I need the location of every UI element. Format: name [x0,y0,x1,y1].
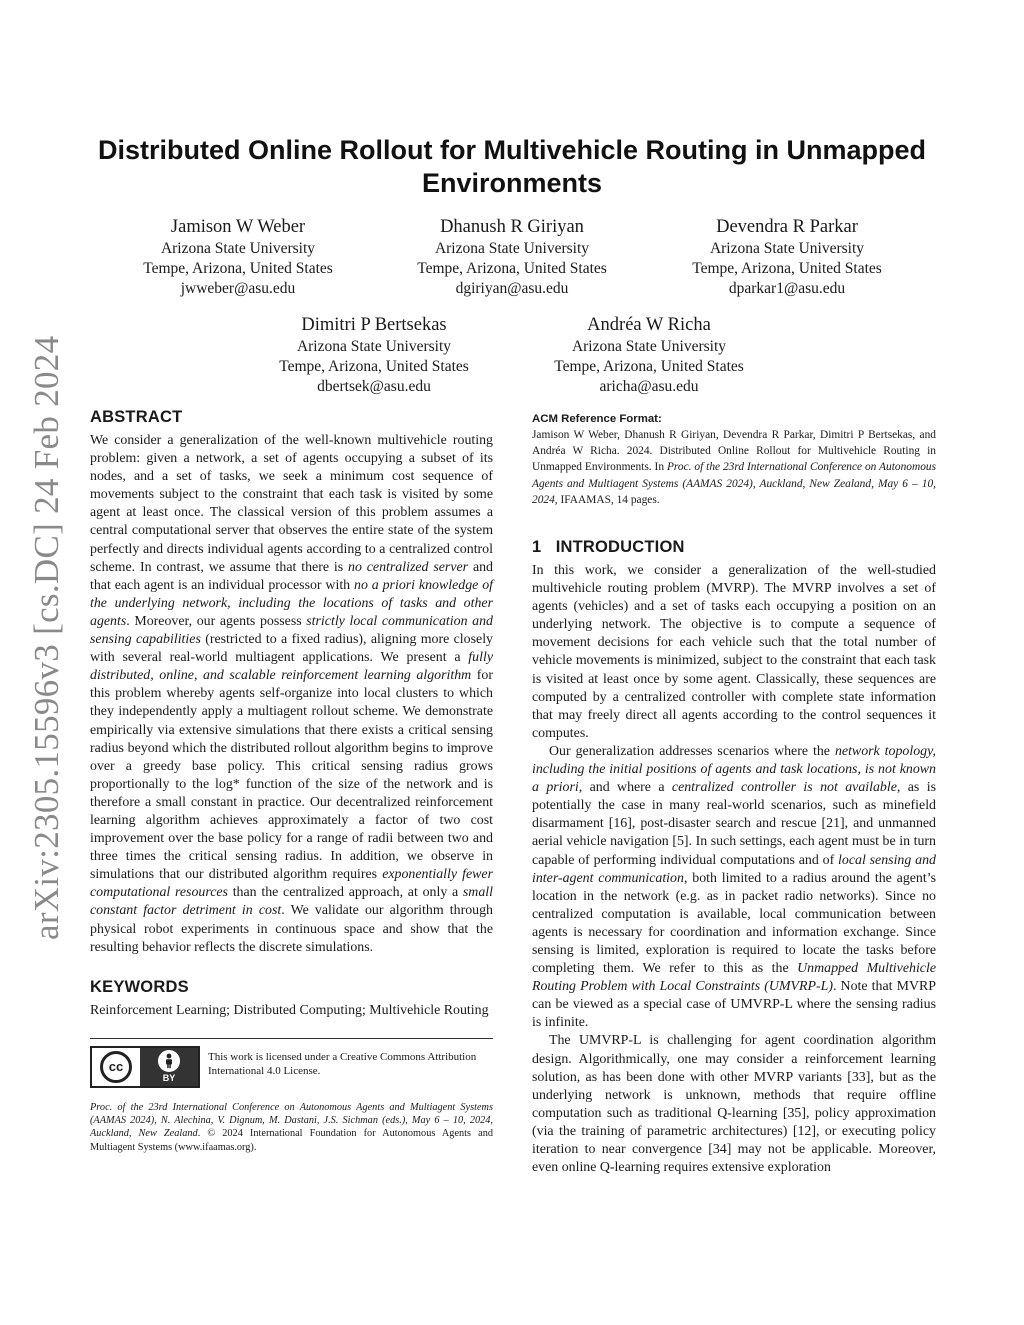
author-name: Dimitri P Bertsekas [301,315,447,335]
intro-paragraph: In this work, we consider a generalization of the well-studied multivehicle routing problem (MVRP). The MVRP involves a set of agents (vehicles) and a set of tasks each occupying a position on an underlying network. The objective is to compute a sequence of movement decisions for each vehicle such that the total number of vehicle movements is minimized, subject to the constraint that each task is visited at least once by some agent. Classically, these sequences are computed by a centralized controller with complete state information that may freely direct all agents according to the control sequences it computes. [532,563,936,741]
author-affiliation: Arizona State University [296,338,452,355]
keywords-text: Reinforcement Learning; Distributed Computing; Multivehicle Routing [90,1002,489,1018]
author-location: Tempe, Arizona, United States [279,358,469,375]
author-email: jwweber@asu.edu [180,280,296,297]
author-block [659,215,915,299]
author-affiliation: Arizona State University [160,240,316,257]
author-location: Tempe, Arizona, United States [417,260,607,277]
author-email: dgiriyan@asu.edu [455,280,569,297]
right-column [532,411,936,1177]
author-block [246,313,502,397]
author-affiliation: Arizona State University [709,240,865,257]
author-affiliation: Arizona State University [571,338,727,355]
keywords-section [90,976,493,1020]
author-name: Dhanush R Giriyan [440,217,584,237]
author-location: Tempe, Arizona, United States [143,260,333,277]
introduction-heading: 1 INTRODUCTION [532,538,685,557]
acm-reference-text: Jamison W Weber, Dhanush R Giriyan, Devendra R Parkar, Dimitri P Bertsekas, and Andréa W Richa. 2024. Distributed Online Rollout for Multivehicle Routing in Unmapped Environments. In Proc. of the 23rd International Conference on Autonomous Agents and Multiagent Systems (AAMAS 2024), Auckland, New Zealand, May 6 – 10, 2024, IFAAMAS, 14 pages. [532,429,937,506]
author-location: Tempe, Arizona, United States [692,260,882,277]
author-email: dbertsek@asu.edu [317,378,431,395]
acm-reference-heading: ACM Reference Format: [532,413,662,425]
cc-icon: cc [100,1051,132,1083]
author-name: Andréa W Richa [587,315,711,335]
paper-title: Distributed Online Rollout for Multivehicle Routing in Unmapped Environments [98,135,926,198]
author-email: aricha@asu.edu [599,378,699,395]
author-block [110,215,366,299]
author-block [521,313,777,397]
attribution-person-icon [158,1050,180,1072]
author-name: Jamison W Weber [170,217,306,237]
license-text: This work is licensed under a Creative Commons Attribution International 4.0 License. [208,1050,477,1077]
license-block [90,1038,493,1088]
author-name: Devendra R Parkar [716,217,858,237]
author-location: Tempe, Arizona, United States [554,358,744,375]
arxiv-identifier: arXiv:2305.15596v3 [cs.DC] 24 Feb 2024 [27,335,66,940]
intro-paragraph: The UMVRP-L is challenging for agent coordination algorithm design. Algorithmically, one may consider a reinforcement learning solution, as has been done with other MVRP variants [33], but as the underlying network is unknown, methods that require offline computation such as traditional Q-learning [35], policy approximation (via the training of parametric architectures) [12], or executing policy iteration to near convergence [34] may not be applicable. Moreover, even online Q-learning requires extensive exploration [532,1033,936,1176]
author-affiliation: Arizona State University [434,240,590,257]
acm-reference [532,411,936,508]
cc-by-badge[interactable] [90,1046,200,1088]
author-email: dparkar1@asu.edu [728,280,846,297]
introduction-section [532,536,936,1177]
intro-paragraph: Our generalization addresses scenarios where the network topology, including the initial positions of agents and task locations, is not known a priori, and where a centralized controller is not available, as is potentially the case in many real-world scenarios, such as minefield disarmament [16], post-disaster search and rescue [21], and unmanned aerial vehicle navigation [5]. In such settings, each agent must be in turn capable of performing individual computations and of local sensing and inter-agent communication, both limited to a radius around the agent’s location in the network (e.g. as in packet radio networks). Since no centralized computation is available, local communication between agents is necessary for coordination and information exchange. Since sensing is limited, exploration is required to locate the tasks before completing them. We refer to this as the Unmapped Multivehicle Routing Problem with Local Constraints (UMVRP-L). Note that MVRP can be viewed as a special case of UMVRP-L where the sensing radius is infinite. [532,743,937,1031]
proceedings-note: Proc. of the 23rd International Conference on Autonomous Agents and Multiagent Systems (AAMAS 2024), N. Alechina, V. Dignum, M. Dastani, J.S. Sichman (eds.), May 6 – 10, 2024, Auckland, New Zealand. © 2024 International Foundation for Autonomous Agents and Multiagent Systems (www.ifaamas.org). [90,1101,493,1153]
by-label: BY [162,1073,176,1084]
abstract-text: We consider a generalization of the well-known multivehicle routing problem: given a network, a set of agents occupying a subset of its nodes, and a set of tasks, we seek a minimum cost sequence of movements subject to the constraint that each task is visited by some agent at least once. The classical version of this problem assumes a central computational server that observes the entire state of the system perfectly and directs individual agents according to a centralized control scheme. In contrast, we assume that there is no centralized server and that each agent is an individual processor with no a priori knowledge of the underlying network, including the locations of tasks and other agents. Moreover, our agents possess strictly local communication and sensing capabilities (restricted to a fixed radius), aligning more closely with several real-world multiagent applications. We present a fully distributed, online, and scalable reinforcement learning algorithm for this problem whereby agents self-organize into local clusters to which they independently apply a multiagent rollout scheme. We demonstrate empirically via extensive simulations that there exists a critical sensing radius beyond which the distributed rollout algorithm begins to improve over a greedy base policy. This critical sensing radius grows proportionally to the log* function of the size of the network and is therefore a small constant in practice. Our decentralized reinforcement learning algorithm achieves approximately a factor of two cost improvement over the base policy for a range of radii between two and three times the critical sensing radius. In addition, we observe in simulations that our distributed algorithm requires exponentially fewer computational resources than the centralized approach, at only a small constant factor detriment in cost. We validate our algorithm through physical robot experiments in continuous space and show that the resulting behavior reflects the discrete simulations. [90,433,493,955]
author-block [384,215,640,299]
abstract-heading: ABSTRACT [90,408,183,426]
left-column [90,406,493,1154]
keywords-heading: KEYWORDS [90,977,189,996]
